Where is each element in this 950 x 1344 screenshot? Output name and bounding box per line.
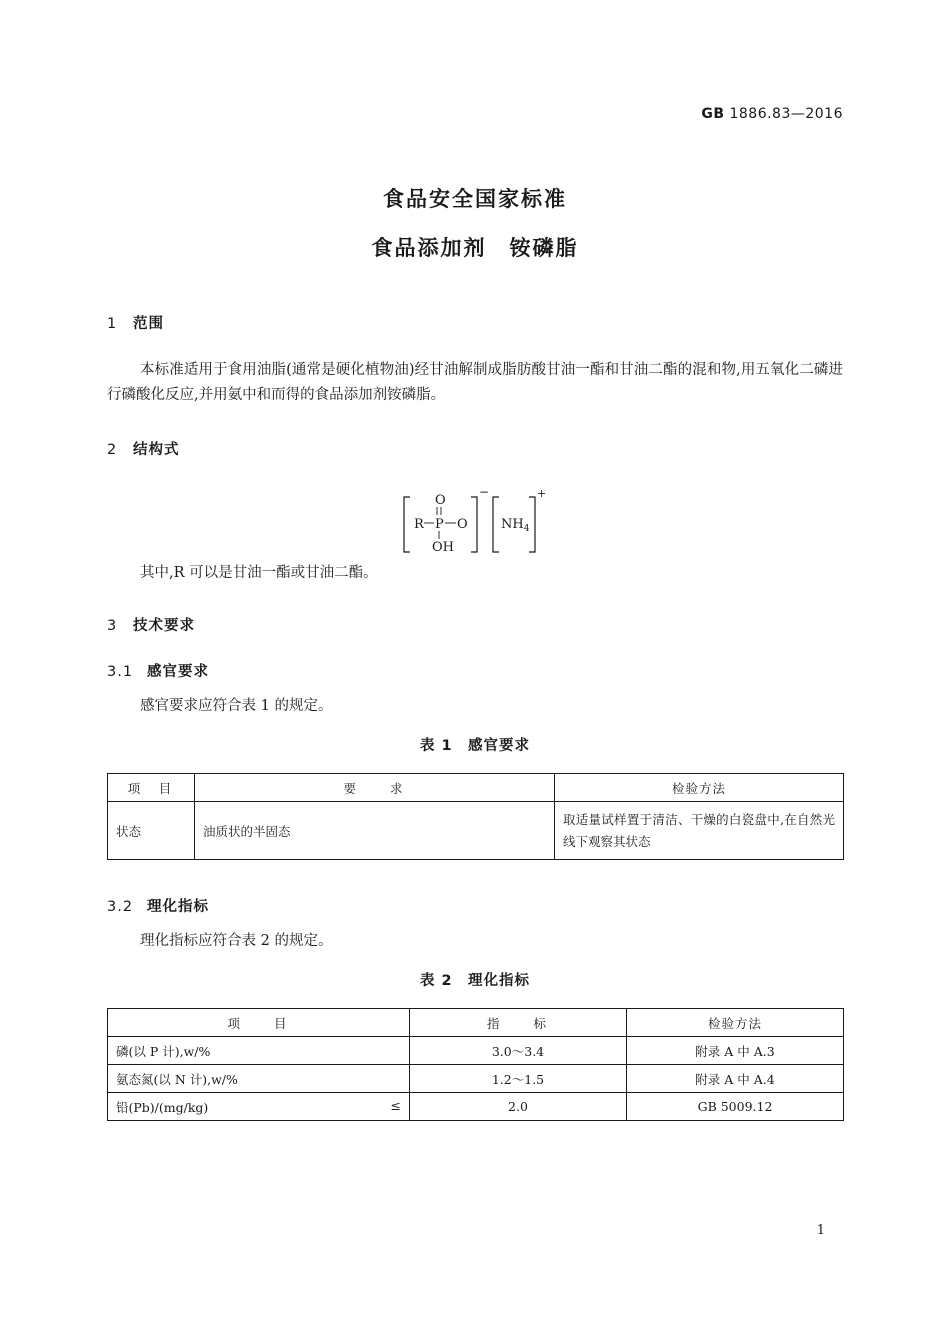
header-requirement: 要 求 <box>195 774 555 802</box>
cell-method: GB 5009.12 <box>627 1093 844 1121</box>
phosphorus: P <box>435 517 444 532</box>
negative-charge: − <box>479 488 490 499</box>
cell-symbol: ≤ <box>390 1097 401 1113</box>
header-item: 项 目 <box>108 774 195 802</box>
section-heading-scope <box>107 312 164 333</box>
section-number: 2 <box>107 442 118 458</box>
section-title: 范围 <box>133 316 164 332</box>
table-row <box>108 1065 844 1093</box>
cell-value: 1.2～1.5 <box>410 1065 627 1093</box>
header-method: 检验方法 <box>627 1009 844 1037</box>
sensory-paragraph: 感官要求应符合表 1 的规定。 <box>140 698 333 714</box>
oxygen-right: O <box>457 517 468 532</box>
right-bracket-open <box>493 497 499 552</box>
cell-item: 氨态氮(以 N 计),w/% <box>108 1065 410 1093</box>
section-heading-structure <box>107 438 180 459</box>
physchem-paragraph: 理化指标应符合表 2 的规定。 <box>140 933 333 949</box>
cell-requirement: 油质状的半固态 <box>195 802 555 860</box>
page-number: 1 <box>816 1223 825 1238</box>
positive-charge: + <box>537 488 547 500</box>
standard-code <box>701 106 843 122</box>
cell-item: 磷(以 P 计),w/% <box>108 1037 410 1065</box>
table-row <box>108 802 844 860</box>
standard-number: 1886.83—2016 <box>729 106 843 122</box>
document-subtitle: 食品添加剂 铵磷脂 <box>371 236 579 260</box>
cell-method: 取适量试样置于清洁、干燥的白瓷盘中,在自然光线下观察其状态 <box>555 802 844 860</box>
header-method: 检验方法 <box>555 774 844 802</box>
section-title: 技术要求 <box>133 618 195 634</box>
section-number: 3.2 <box>107 899 134 915</box>
standard-prefix: GB <box>701 106 725 122</box>
oxygen-top: O <box>435 493 446 508</box>
physchem-table <box>107 1008 844 1121</box>
cell-item: 状态 <box>108 802 195 860</box>
section-title: 感官要求 <box>147 664 209 680</box>
section-title: 理化指标 <box>147 899 209 915</box>
ammonium: $NH_4$ <box>501 517 530 534</box>
hydroxyl: OH <box>432 540 454 555</box>
table-row <box>108 1093 844 1121</box>
formula-note: 其中,R 可以是甘油一酯或甘油二酯。 <box>140 565 378 581</box>
left-bracket-open <box>404 497 410 552</box>
header-value: 指 标 <box>410 1009 627 1037</box>
table2-caption: 表 2 理化指标 <box>419 973 531 989</box>
header-item: 项 目 <box>108 1009 410 1037</box>
cell-value: 2.0 <box>410 1093 627 1121</box>
section-number: 3.1 <box>107 664 134 680</box>
cell-method: 附录 A 中 A.3 <box>627 1037 844 1065</box>
section-heading-sensory <box>107 660 209 681</box>
cell-value: 3.0～3.4 <box>410 1037 627 1065</box>
structural-formula <box>403 488 553 558</box>
table-header-row <box>108 774 844 802</box>
section-number: 1 <box>107 316 118 332</box>
section-title: 结构式 <box>133 442 180 458</box>
scope-paragraph: 本标准适用于食用油脂(通常是硬化植物油)经甘油解制成脂肪酸甘油一酯和甘油二酯的混和物,用五氧化二磷进行磷酸化反应,并用氨中和而得的食品添加剂铵磷脂。 <box>107 362 843 403</box>
section-heading-technical <box>107 614 195 635</box>
left-bracket-close <box>471 497 477 552</box>
right-bracket-close <box>529 497 535 552</box>
cell-method: 附录 A 中 A.4 <box>627 1065 844 1093</box>
table-header-row <box>108 1009 844 1037</box>
table-row <box>108 1037 844 1065</box>
cell-item: 铅(Pb)/(mg/kg) ≤ <box>108 1093 410 1121</box>
section-number: 3 <box>107 618 118 634</box>
document-title: 食品安全国家标准 <box>383 187 567 211</box>
sensory-table <box>107 773 844 860</box>
section-heading-physchem <box>107 895 209 916</box>
table1-caption: 表 1 感官要求 <box>419 738 531 754</box>
r-group: R <box>414 517 424 532</box>
